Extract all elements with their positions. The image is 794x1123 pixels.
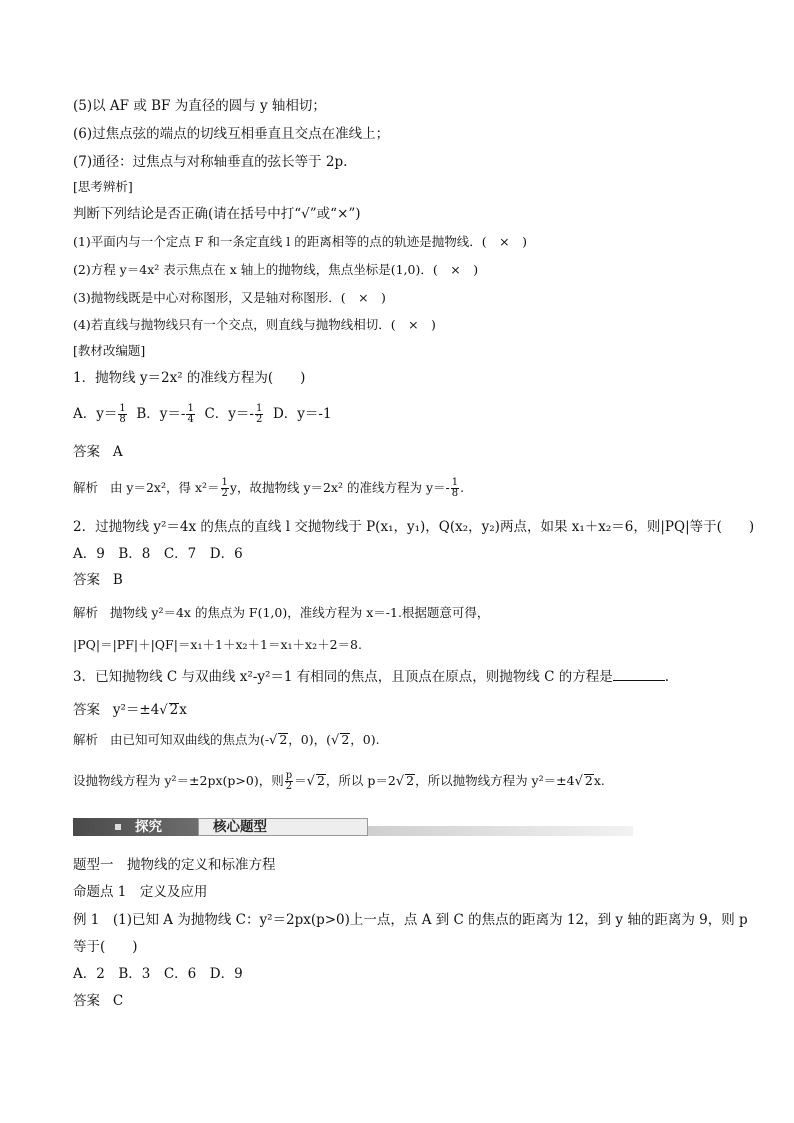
think-item-4: (4)若直线与抛物线只有一个交点，则直线与抛物线相切．( × ) [73,317,436,332]
radical-sign: √ [574,774,583,789]
q3-answer: 答案 y²＝±4√ 2x [73,702,187,718]
radical-sign: √ [395,774,405,789]
example-1-line-2: 等于( ) [73,939,138,955]
q1-option-c: C．y＝- [204,406,254,422]
think-item-2: (2)方程 y＝4x² 表示焦点在 x 轴上的抛物线，焦点坐标是(1,0)．( × ) [73,262,479,277]
fraction: $\frac{1}{8}$ [119,403,126,425]
q2-solution-line-1: 解析 抛物线 y²＝4x 的焦点为 F(1,0)，准线方程为 x＝-1.根据题意可得， [73,605,490,620]
example-1-options: A．2 B．3 C．6 D．9 [73,966,243,982]
radical-sign: √ [159,703,168,718]
think-item-3: (3)抛物线既是中心对称图形，又是轴对称图形．( × ) [73,290,386,305]
q3-stem: 3．已知抛物线 C 与双曲线 x²-y²＝1 有相同的焦点，且顶点在原点，则抛物线 C 的方程是 . [73,669,670,685]
q1-option-b: B．y＝- [136,406,186,422]
banner-gradient-bar [368,826,633,836]
fraction: $\frac{1}{2}$ [255,403,263,425]
q2-solution-line-2: |PQ|＝|PF|＋|QF|＝x₁＋1＋x₂＋1＝x₁＋x₂＋2＝8. [73,637,362,652]
radical-sign: √ [269,733,278,748]
answer-label: 答案 [73,444,100,460]
answer-label: 答案 [73,572,100,588]
q1-option-d: D．y＝-1 [272,406,332,422]
section-banner [73,818,633,836]
think-item-1: (1)平面内与一个定点 F 和一条定直线 l 的距离相等的点的轨迹是抛物线．( × ) [73,234,527,249]
q1-answer [73,443,123,461]
example-1-line-1: 例 1 (1)已知 A 为抛物线 C：y²＝2px(p>0)上一点，点 A 到 C 的焦点的距离为 12，到 y 轴的距离为 9，则 p [73,912,748,928]
radical-sign: √ [331,733,340,748]
property-6: (6)过焦点弦的端点的切线互相垂直且交点在准线上； [73,126,390,142]
q3-solution-line-2: 设抛物线方程为 y²＝±2px(p>0)，则 $\frac{p}{2}$ ＝√ 2，所以 p＝2√ 2，所以抛物线方程为 y²＝±4√ 2x. [73,770,605,792]
textbook-header: [教材改编题] [73,343,146,358]
q3-solution-line-1: 解析 由已知可知双曲线的焦点为(-√ 2，0)，(√ 2，0). [73,732,380,748]
answer-value: A [112,444,123,460]
think-header: [思考辨析] [73,179,133,194]
radical-sign: √ [306,774,315,789]
banner-title-left: 探究 [135,819,162,835]
q2-options: A．9 B．8 C．7 D．6 [73,546,243,562]
q1-option-a: A．y＝ [73,406,118,422]
property-5: (5)以 AF 或 BF 为直径的圆与 y 轴相切； [73,98,326,114]
example-1-answer [73,992,123,1010]
answer-label: 答案 [73,702,100,718]
fraction: $\frac{p}{2}$ [285,770,293,792]
solution-label: 解析 [73,732,99,747]
type-title: 题型一 抛物线的定义和标准方程 [73,857,276,873]
point-title: 命题点 1 定义及应用 [73,884,208,900]
fraction: $\frac{1}{4}$ [187,403,194,425]
solution-label: 解析 [73,480,99,495]
q1-stem: 1．抛物线 y＝2x² 的准线方程为( ) [73,370,306,386]
answer-value: B [112,572,123,588]
solution-label: 解析 [73,605,99,620]
fraction: $\frac{1}{8}$ [451,477,459,499]
q2-stem: 2．过抛物线 y²＝4x 的焦点的直线 l 交抛物线于 P(x₁，y₁)，Q(x₂，y₂)两点，如果 x₁＋x₂＝6，则|PQ|等于( ) [73,519,755,535]
answer-value: C [112,993,124,1009]
q2-answer [73,571,123,589]
answer-label: 答案 [73,993,100,1009]
answer-blank [613,668,665,681]
property-7: (7)通径：过焦点与对称轴垂直的弦长等于 2p. [73,154,348,170]
square-bullet-icon [115,824,121,830]
think-intro: 判断下列结论是否正确(请在括号中打“√”或“×”) [73,206,361,222]
q1-solution: 解析 由 y＝2x²，得 x²＝ $\frac{1}{2}$ y，故抛物线 y＝2x² 的准线方程为 y＝- $\frac{1}{8}$ . [73,477,465,499]
q1-options [73,404,332,425]
banner-title-right: 核心题型 [213,819,267,835]
fraction: $\frac{1}{2}$ [221,477,228,499]
